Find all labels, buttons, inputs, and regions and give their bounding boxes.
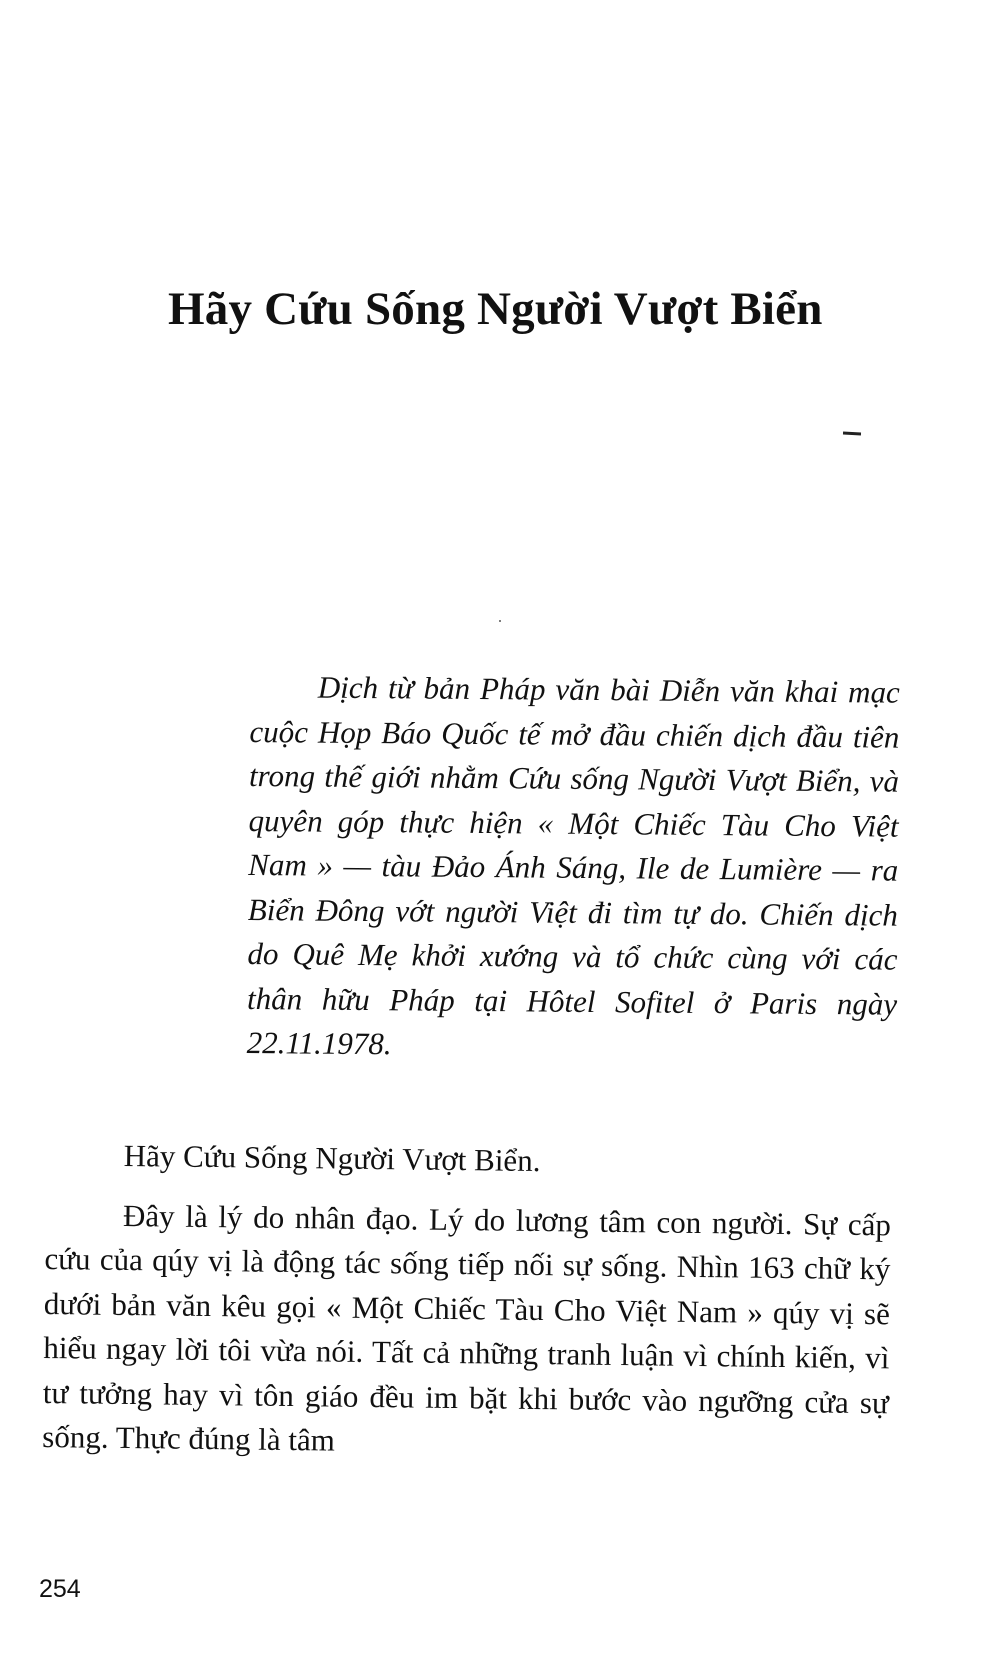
body-paragraph: Đây là lý do nhân đạo. Lý do lương tâm con người. Sự cấp cứu của qúy vị là động tác sống tiếp nối sự sống. Nhìn 163 chữ ký dưới bản văn kêu gọi « Một Chiếc Tàu Cho Việt Nam » qúy vị sẽ hiểu ngay lời tôi vừa nói. Tất cả những tranh luận vì chính kiến, vì tư tưởng hay vì tôn giáo đều im bặt khi bước vào ngưỡng cửa sự sống. Thực đúng là tâm (42, 1197, 892, 1458)
body-text (42, 1133, 892, 1470)
scan-speck (499, 620, 501, 622)
epigraph: Dịch từ bản Pháp văn bài Diễn văn khai mạc cuộc Họp Báo Quốc tế mở đầu chiến dịch đầu tiên trong thế giới nhằm Cứu sống Người Vượt Biển, và quyên góp thực hiện « Một Chiếc Tàu Cho Việt Nam » — tàu Đảo Ánh Sáng, Ile de Lumière — ra Biển Đông vớt người Việt đi tìm tự do. Chiến dịch do Quê Mẹ khởi xướng và tổ chức cùng với các thân hữu Pháp tại Hôtel Sofitel ở Paris ngày 22.11.1978. (246, 669, 900, 1062)
page-number: 254 (39, 1575, 81, 1603)
stray-dash-mark (843, 432, 861, 436)
body-paragraph-lead: Hãy Cứu Sống Người Vượt Biển. (123, 1137, 541, 1179)
chapter-title: Hãy Cứu Sống Người Vượt Biển (168, 283, 823, 335)
